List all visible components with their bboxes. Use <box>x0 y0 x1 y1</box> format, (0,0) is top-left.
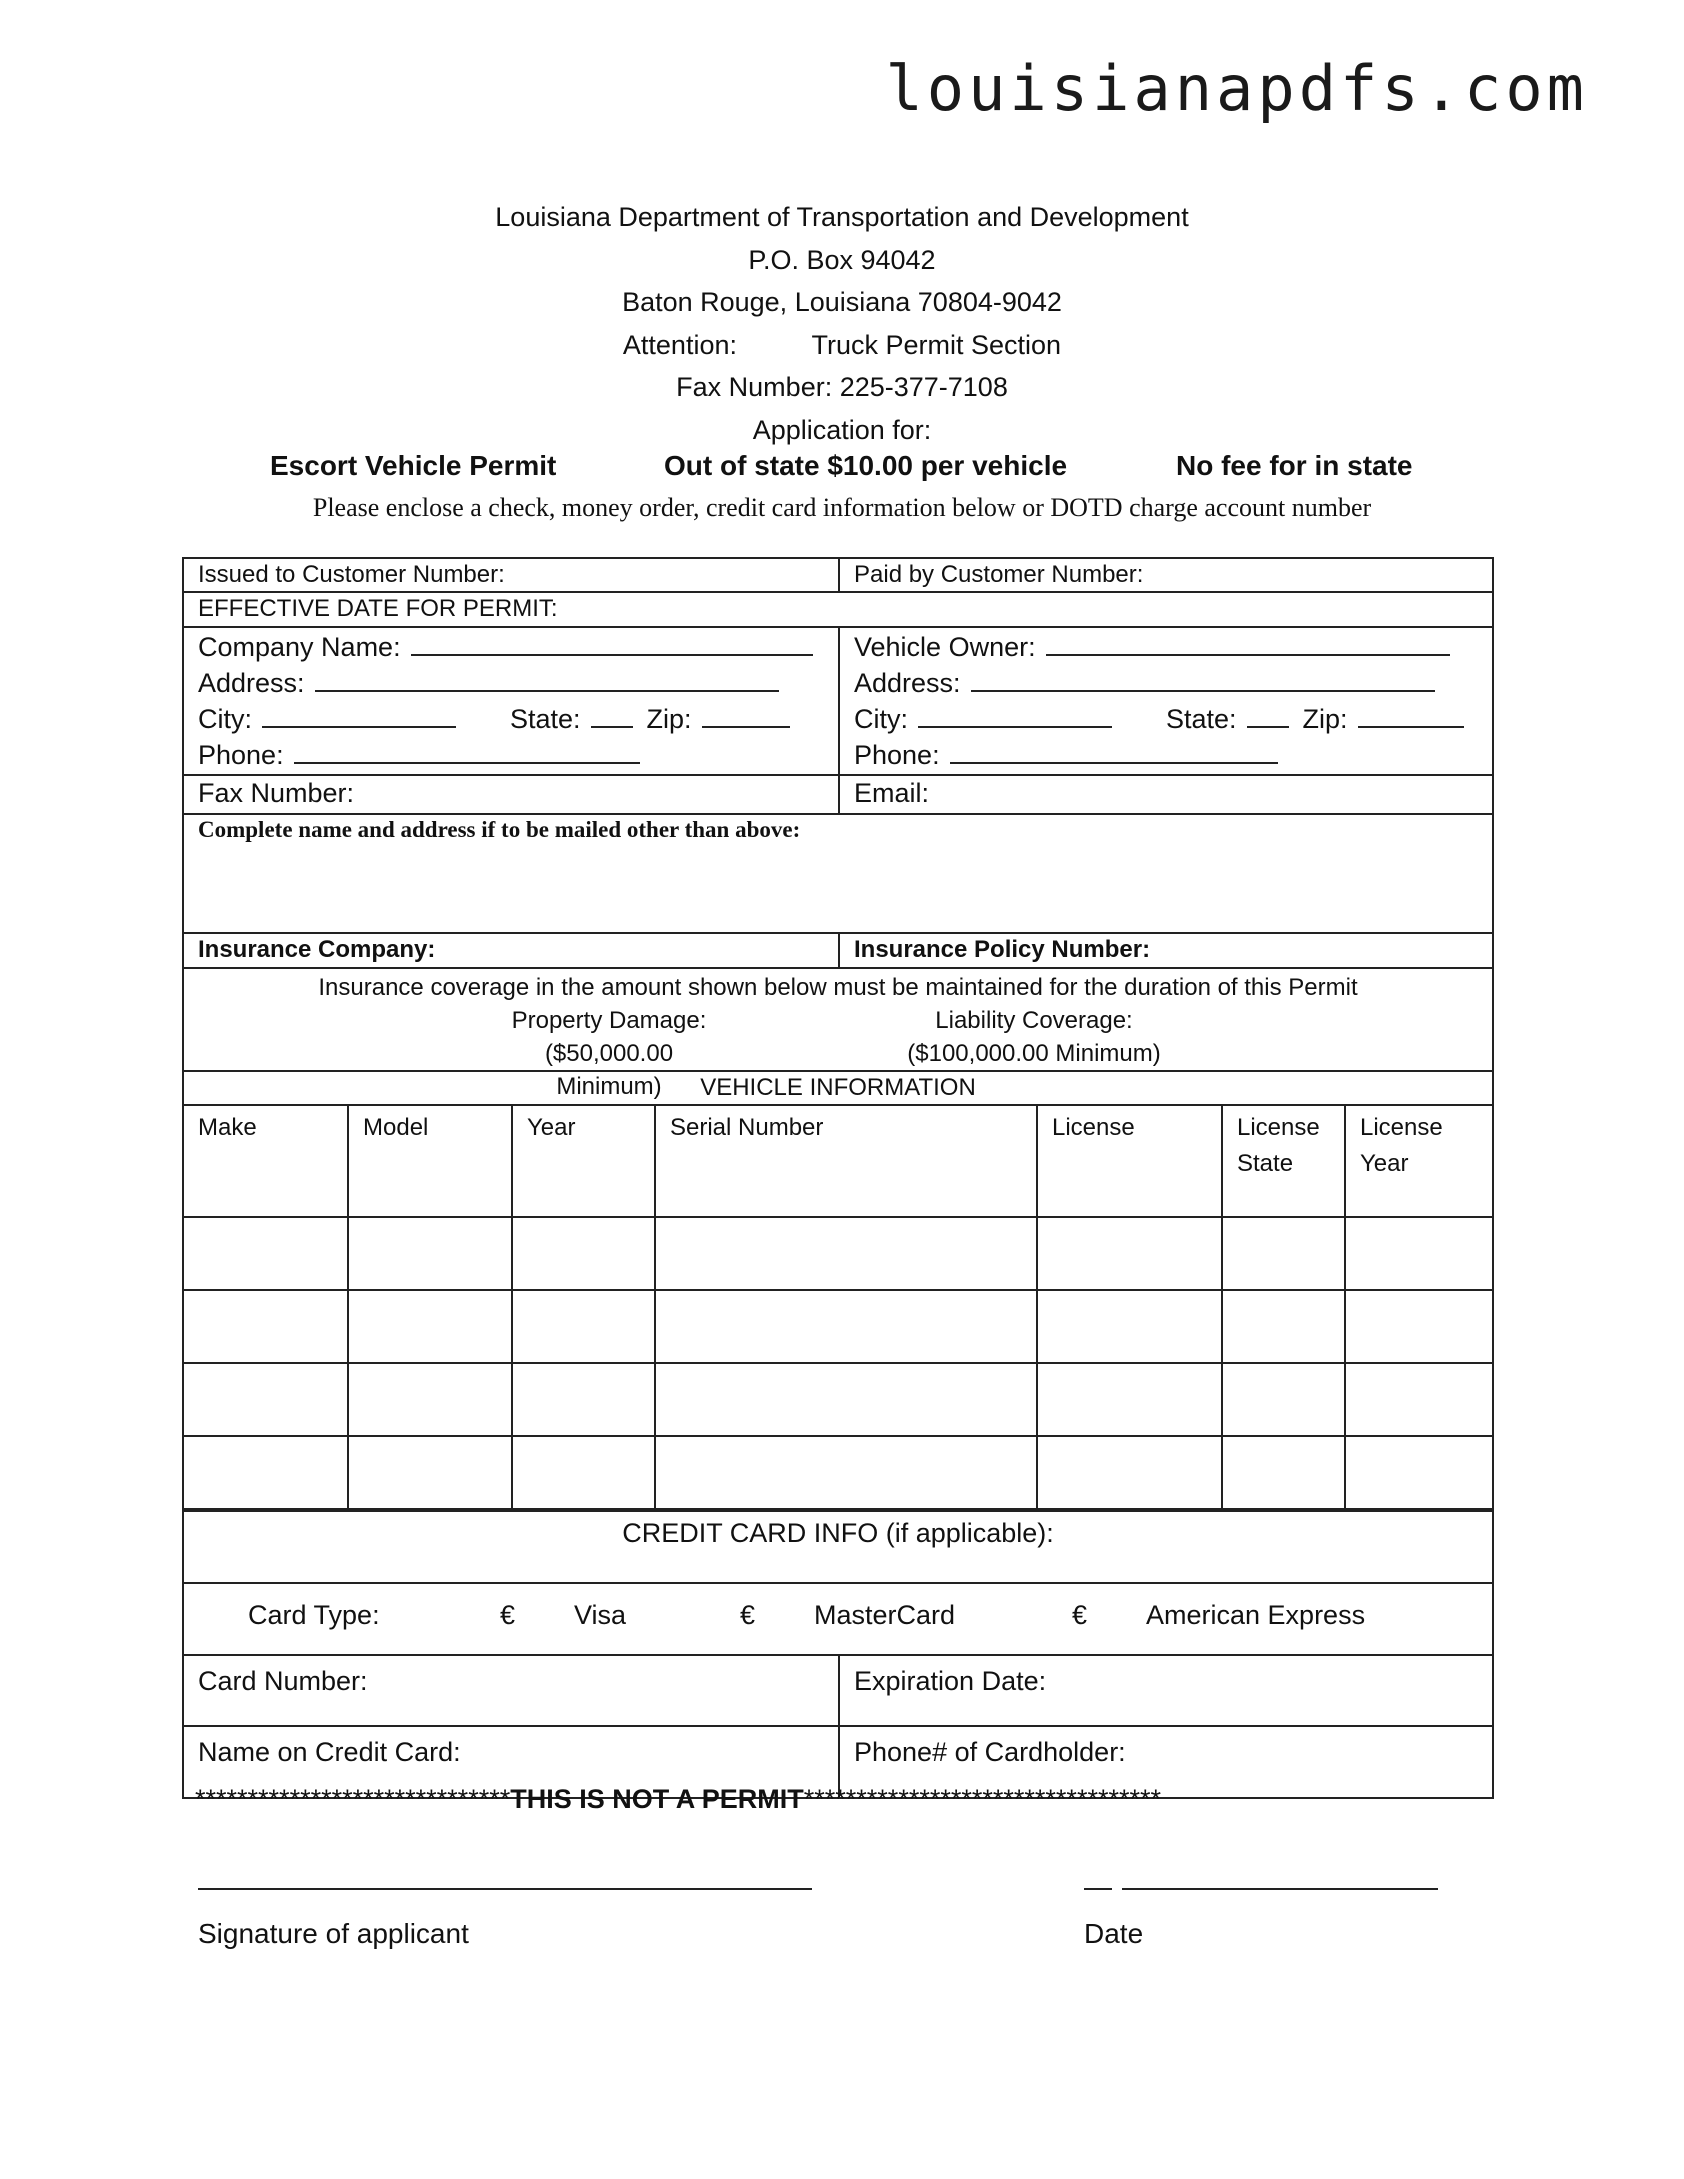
expiration-date-field[interactable]: Expiration Date: <box>838 1656 1492 1725</box>
vehicle-row <box>184 1363 1492 1436</box>
company-phone-input[interactable] <box>294 738 640 764</box>
fax-line: Fax Number: 225-377-7108 <box>676 372 1008 402</box>
visa-label: Visa <box>574 1600 627 1630</box>
not-a-permit-banner: ******************************THIS IS NOT A PERMIT********************************** <box>195 1784 1161 1814</box>
col-serial: Serial Number <box>655 1106 1037 1217</box>
vehicle-table <box>184 1106 1492 1510</box>
cell[interactable] <box>512 1217 655 1290</box>
cell[interactable] <box>512 1363 655 1436</box>
cell[interactable] <box>655 1290 1037 1363</box>
enclose-note: Please enclose a check, money order, credit card information below or DOTD charge account number <box>312 493 1372 522</box>
cell[interactable] <box>655 1217 1037 1290</box>
effective-date-field[interactable]: EFFECTIVE DATE FOR PERMIT: <box>198 595 558 622</box>
col-year: Year <box>512 1106 655 1217</box>
amex-checkbox[interactable]: € <box>1072 1600 1088 1630</box>
insurance-company-field[interactable]: Insurance Company: <box>198 936 436 963</box>
cell[interactable] <box>1037 1436 1222 1509</box>
signature-line[interactable] <box>198 1888 812 1890</box>
mastercard-label: MasterCard <box>814 1600 956 1630</box>
cell[interactable] <box>1345 1363 1492 1436</box>
col-license: License <box>1037 1106 1222 1217</box>
owner-block: Vehicle Owner: Address: City: State: Zip: Phone: <box>838 628 1492 774</box>
email-field[interactable]: Email: <box>838 776 1492 813</box>
owner-name-input[interactable] <box>1046 630 1450 656</box>
company-block: Company Name: Address: City: State: Zip: Phone: <box>184 628 838 774</box>
cell[interactable] <box>512 1290 655 1363</box>
owner-state-input[interactable] <box>1247 702 1289 728</box>
name-on-card-field[interactable]: Name on Credit Card: <box>198 1737 461 1767</box>
cell[interactable] <box>184 1217 348 1290</box>
date-label: Date <box>1084 1918 1144 1949</box>
cell[interactable] <box>1345 1217 1492 1290</box>
card-number-field[interactable]: Card Number: <box>198 1666 368 1696</box>
col-license-state: License State <box>1222 1106 1345 1217</box>
paid-by-field[interactable]: Paid by Customer Number: <box>838 559 1492 591</box>
vehicle-info-title: VEHICLE INFORMATION <box>700 1074 976 1101</box>
watermark: louisianapdfs.com <box>885 52 1588 125</box>
vehicle-row <box>184 1436 1492 1509</box>
date-line-short[interactable] <box>1084 1888 1112 1890</box>
company-state-input[interactable] <box>591 702 633 728</box>
owner-zip-input[interactable] <box>1358 702 1464 728</box>
col-make: Make <box>184 1106 348 1217</box>
vehicle-row <box>184 1217 1492 1290</box>
vehicle-row <box>184 1290 1492 1363</box>
cell[interactable] <box>348 1436 512 1509</box>
signature-label: Signature of applicant <box>198 1918 469 1949</box>
permit-type: Escort Vehicle Permit <box>270 450 557 481</box>
owner-phone-input[interactable] <box>950 738 1278 764</box>
cell[interactable] <box>1037 1217 1222 1290</box>
po-box: P.O. Box 94042 <box>748 244 936 275</box>
agency-header <box>0 196 1684 451</box>
application-for: Application for: <box>752 414 932 445</box>
visa-checkbox[interactable]: € <box>500 1600 516 1630</box>
insurance-coverage-note: Insurance coverage in the amount shown below must be maintained for the duration of this Permit Property Damage: ($50,000.00 Minimum) Liability Coverage: ($100,000.00 Minimum) <box>318 974 1358 1100</box>
owner-city-input[interactable] <box>918 702 1112 728</box>
permit-form <box>182 557 1494 1799</box>
cell[interactable] <box>1222 1290 1345 1363</box>
cell[interactable] <box>184 1436 348 1509</box>
mastercard-checkbox[interactable]: € <box>740 1600 756 1630</box>
cell[interactable] <box>655 1436 1037 1509</box>
cell[interactable] <box>1345 1436 1492 1509</box>
col-license-year: License Year <box>1345 1106 1492 1217</box>
agency-name: Louisiana Department of Transportation and Development <box>495 202 1189 232</box>
amex-label: American Express <box>1146 1600 1366 1630</box>
company-address-input[interactable] <box>315 666 779 692</box>
cell[interactable] <box>348 1217 512 1290</box>
insurance-policy-field[interactable]: Insurance Policy Number: <box>838 934 1492 967</box>
cell[interactable] <box>1222 1436 1345 1509</box>
cell[interactable] <box>348 1363 512 1436</box>
cell[interactable] <box>655 1363 1037 1436</box>
owner-address-input[interactable] <box>971 666 1435 692</box>
cell[interactable] <box>1037 1363 1222 1436</box>
cell[interactable] <box>348 1290 512 1363</box>
company-zip-input[interactable] <box>702 702 790 728</box>
card-type-row: Card Type: € Visa € MasterCard € American Express <box>248 1600 1366 1630</box>
date-line[interactable] <box>1122 1888 1438 1890</box>
cell[interactable] <box>1222 1217 1345 1290</box>
credit-card-title: CREDIT CARD INFO (if applicable): <box>622 1518 1054 1548</box>
attention-line: Attention: Truck Permit Section <box>622 329 1062 360</box>
issued-to-field[interactable]: Issued to Customer Number: <box>198 561 505 588</box>
mail-other-field[interactable]: Complete name and address if to be mailed other than above: <box>198 817 801 842</box>
col-model: Model <box>348 1106 512 1217</box>
company-name-input[interactable] <box>411 630 813 656</box>
company-city-input[interactable] <box>262 702 456 728</box>
city-line: Baton Rouge, Louisiana 70804-9042 <box>622 287 1062 317</box>
fax-number-field[interactable]: Fax Number: <box>198 778 355 808</box>
in-state-fee: No fee for in state <box>1176 450 1413 481</box>
cell[interactable] <box>184 1363 348 1436</box>
out-of-state-fee: Out of state $10.00 per vehicle <box>664 450 1068 481</box>
cardholder-phone-field[interactable]: Phone# of Cardholder: <box>838 1727 1492 1797</box>
cell[interactable] <box>512 1436 655 1509</box>
cell[interactable] <box>184 1290 348 1363</box>
cell[interactable] <box>1037 1290 1222 1363</box>
cell[interactable] <box>1222 1363 1345 1436</box>
cell[interactable] <box>1345 1290 1492 1363</box>
